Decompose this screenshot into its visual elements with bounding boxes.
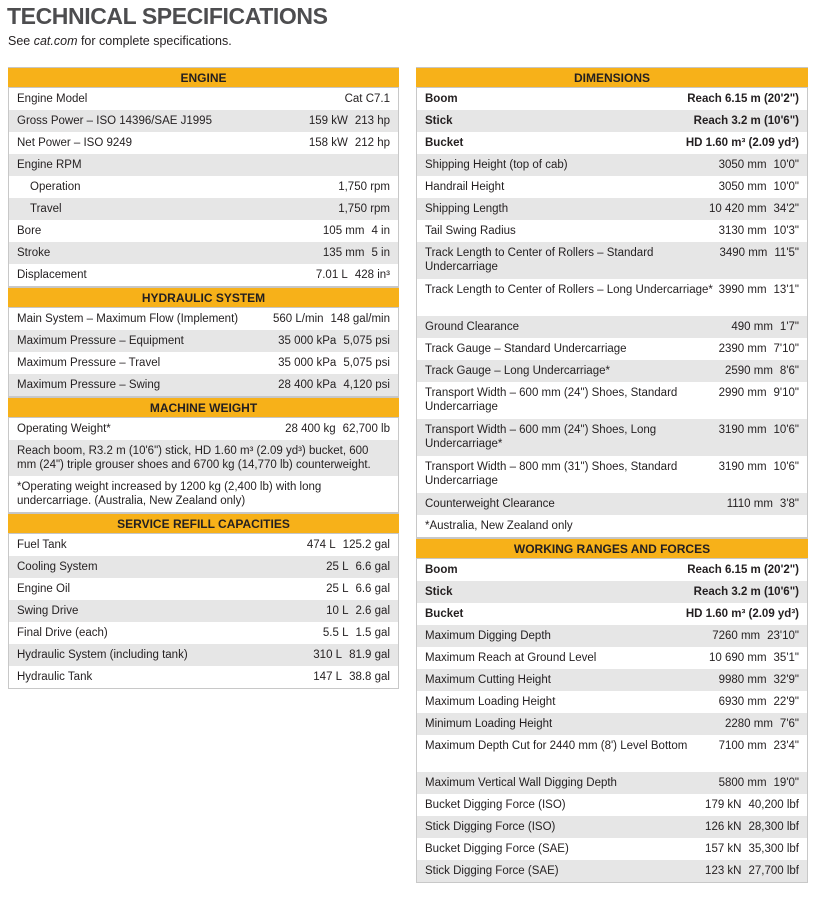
- row-label: Track Gauge – Long Undercarriage*: [425, 365, 610, 377]
- working-section: [416, 538, 808, 883]
- row-value-metric: 25 L: [326, 561, 349, 573]
- row-value-metric: 3050 mm: [718, 181, 767, 193]
- hydraulic-section: [8, 287, 399, 397]
- dimensions-table: [416, 88, 808, 538]
- row-value-imperial: 1.5 gal: [355, 627, 390, 639]
- row-value-metric: 2990 mm: [718, 387, 767, 399]
- row-value-metric: 3130 mm: [718, 225, 767, 237]
- refill-table: [8, 534, 399, 689]
- row-value-imperial: 1'7": [779, 321, 799, 333]
- row-value-imperial: 6.6 gal: [355, 583, 390, 595]
- weight-note-text: *Operating weight increased by 1200 kg (2,400 lb) with long undercarriage. (Australia, New Zealand only): [17, 481, 322, 507]
- page-subtitle: [8, 34, 232, 48]
- table-row: [417, 559, 807, 581]
- row-label: Cooling System: [17, 561, 98, 573]
- table-row: [417, 647, 807, 669]
- row-value-metric: 3190 mm: [718, 424, 767, 436]
- row-value-metric: 147 L: [313, 671, 343, 683]
- row-label: Maximum Pressure – Swing: [17, 379, 161, 391]
- row-value-metric: 25 L: [326, 583, 349, 595]
- row-label: Fuel Tank: [17, 539, 67, 551]
- row-label: Maximum Vertical Wall Digging Depth: [425, 777, 617, 789]
- weight-section: [8, 397, 399, 513]
- working-header: WORKING RANGES AND FORCES: [416, 538, 808, 559]
- row-value-imperial: 35,300 lbf: [748, 843, 799, 855]
- table-row: [417, 713, 807, 735]
- row-value: 1,750 rpm: [338, 203, 390, 215]
- table-row: [417, 316, 807, 338]
- right-column: [416, 67, 808, 883]
- row-label: Boom: [425, 564, 458, 576]
- table-row: [9, 198, 398, 220]
- table-row: [9, 644, 398, 666]
- table-row: [9, 176, 398, 198]
- row-label: Transport Width – 600 mm (24") Shoes, Standard Undercarriage: [425, 387, 678, 413]
- engine-header: ENGINE: [8, 67, 399, 88]
- row-label: Operation: [30, 181, 81, 193]
- table-row: [417, 581, 807, 603]
- row-value-metric: 126 kN: [705, 821, 742, 833]
- row-value-metric: 158 kW: [308, 137, 348, 149]
- table-row: [9, 308, 398, 330]
- row-value-metric: 490 mm: [731, 321, 773, 333]
- row-value-metric: 474 L: [306, 539, 336, 551]
- hydraulic-table: [8, 308, 399, 397]
- table-row: [417, 816, 807, 838]
- row-value-imperial: 34'2": [773, 203, 799, 215]
- row-label: Maximum Pressure – Travel: [17, 357, 161, 369]
- row-value-imperial: 40,200 lbf: [748, 799, 799, 811]
- row-value: Reach 6.15 m (20'2"): [687, 93, 799, 105]
- table-row: [417, 735, 807, 772]
- table-row: [9, 622, 398, 644]
- row-value: HD 1.60 m³ (2.09 yd³): [685, 608, 799, 620]
- row-value-imperial: 10'3": [773, 225, 799, 237]
- row-value-imperial: 3'8": [779, 498, 799, 510]
- row-value-metric: 7.01 L: [315, 269, 348, 281]
- row-value: 1,750 rpm: [338, 181, 390, 193]
- row-label: Maximum Cutting Height: [425, 674, 551, 686]
- row-value-imperial: 5 in: [371, 247, 390, 259]
- weight-desc-text: Reach boom, R3.2 m (10'6") stick, HD 1.60 m³ (2.09 yd³) bucket, 600 mm (24") triple grouser shoes and 6700 kg (14,770 lb) counterweight.: [17, 445, 371, 471]
- row-value-imperial: 4,120 psi: [343, 379, 390, 391]
- row-label: Minimum Loading Height: [425, 718, 553, 730]
- row-label: Stick Digging Force (ISO): [425, 821, 556, 833]
- table-row: [9, 374, 398, 396]
- row-value-imperial: 19'0": [773, 777, 799, 789]
- row-label: Net Power – ISO 9249: [17, 137, 133, 149]
- table-row: [417, 198, 807, 220]
- row-label: Transport Width – 600 mm (24") Shoes, Long Undercarriage*: [425, 424, 657, 450]
- row-label: Maximum Depth Cut for 2440 mm (8') Level Bottom: [425, 740, 688, 752]
- row-value-metric: 105 mm: [322, 225, 365, 237]
- row-label: Engine Model: [17, 93, 88, 105]
- row-value-imperial: 81.9 gal: [349, 649, 390, 661]
- row-label: Stroke: [17, 247, 51, 259]
- row-value-metric: 159 kW: [308, 115, 348, 127]
- table-row: [417, 838, 807, 860]
- row-label: Shipping Height (top of cab): [425, 159, 568, 171]
- row-value-metric: 179 kN: [705, 799, 742, 811]
- table-row: [417, 419, 807, 456]
- hydraulic-header: HYDRAULIC SYSTEM: [8, 287, 399, 308]
- table-row: [9, 264, 398, 286]
- row-value-imperial: 11'5": [774, 247, 799, 259]
- row-value-imperial: 8'6": [779, 365, 799, 377]
- row-value-metric: 3490 mm: [719, 247, 768, 259]
- row-value-metric: 1110 mm: [726, 498, 773, 510]
- refill-section: [8, 513, 399, 689]
- table-row: [417, 493, 807, 515]
- row-label: Operating Weight*: [17, 423, 111, 435]
- row-value: Reach 6.15 m (20'2"): [687, 564, 799, 576]
- row-value-imperial: 22'9": [773, 696, 799, 708]
- subtitle-text-end: for complete specifications.: [77, 34, 232, 48]
- row-label: Bucket Digging Force (SAE): [425, 843, 569, 855]
- table-row: [9, 242, 398, 264]
- row-value-imperial: 7'10": [773, 343, 799, 355]
- table-row: [9, 418, 398, 440]
- row-label: Tail Swing Radius: [425, 225, 516, 237]
- row-value-imperial: 5,075 psi: [343, 357, 390, 369]
- table-row: [417, 860, 807, 882]
- row-label: Boom: [425, 93, 458, 105]
- row-value-metric: 157 kN: [705, 843, 742, 855]
- table-row: [9, 556, 398, 578]
- row-label: Hydraulic System (including tank): [17, 649, 188, 661]
- subtitle-text: See: [8, 34, 34, 48]
- dimensions-section: [416, 67, 808, 538]
- engine-section: [8, 67, 399, 287]
- table-row: [9, 600, 398, 622]
- row-value-metric: 3050 mm: [718, 159, 767, 171]
- row-label: Shipping Length: [425, 203, 509, 215]
- table-row: [9, 578, 398, 600]
- weight-footnote: [9, 476, 398, 512]
- site-link[interactable]: cat.com: [33, 34, 78, 48]
- row-value-metric: 10 420 mm: [709, 203, 767, 215]
- row-label: Main System – Maximum Flow (Implement): [17, 313, 239, 325]
- row-label: Stick: [425, 115, 453, 127]
- row-value-imperial: 27,700 lbf: [748, 865, 799, 877]
- row-value-metric: 10 L: [326, 605, 349, 617]
- row-label: Travel: [30, 203, 62, 215]
- row-value-metric: 123 kN: [705, 865, 742, 877]
- row-value-metric: 28 400 kPa: [278, 379, 337, 391]
- working-table: [416, 559, 808, 883]
- row-label: Bore: [17, 225, 42, 237]
- table-row: [9, 132, 398, 154]
- table-row: [9, 666, 398, 688]
- row-label: Bucket: [425, 608, 464, 620]
- table-row: [417, 220, 807, 242]
- row-value-metric: 5.5 L: [322, 627, 349, 639]
- dimensions-footnote: [417, 515, 807, 537]
- table-row: [9, 534, 398, 556]
- table-row: [417, 603, 807, 625]
- table-row: [417, 110, 807, 132]
- table-row: [417, 772, 807, 794]
- table-row: [417, 456, 807, 493]
- row-value-metric: 7260 mm: [712, 630, 761, 642]
- row-value-imperial: 10'0": [773, 159, 799, 171]
- row-value-metric: 6930 mm: [718, 696, 767, 708]
- row-label: Track Length to Center of Rollers – Standard Undercarriage: [425, 247, 654, 273]
- dimensions-header: DIMENSIONS: [416, 67, 808, 88]
- row-value-imperial: 10'0": [773, 181, 799, 193]
- row-label: Maximum Digging Depth: [425, 630, 551, 642]
- row-value-imperial: 35'1": [773, 652, 799, 664]
- table-row: [417, 154, 807, 176]
- row-value-imperial: 38.8 gal: [349, 671, 390, 683]
- row-value-metric: 310 L: [313, 649, 343, 661]
- left-column: [8, 67, 399, 689]
- row-value-imperial: 10'6": [773, 424, 799, 436]
- weight-description: [9, 440, 398, 476]
- row-value-imperial: 212 hp: [354, 137, 390, 149]
- row-value: HD 1.60 m³ (2.09 yd³): [685, 137, 799, 149]
- row-value-metric: 35 000 kPa: [278, 335, 337, 347]
- row-value-metric: 10 690 mm: [709, 652, 767, 664]
- row-value-metric: 2590 mm: [724, 365, 773, 377]
- row-label: Swing Drive: [17, 605, 79, 617]
- row-value-metric: 35 000 kPa: [278, 357, 337, 369]
- row-value-metric: 135 mm: [322, 247, 365, 259]
- table-row: [417, 338, 807, 360]
- row-label: Final Drive (each): [17, 627, 108, 639]
- row-value-imperial: 13'1": [773, 284, 799, 296]
- row-value-metric: 560 L/min: [273, 313, 324, 325]
- table-row: [417, 360, 807, 382]
- row-value-imperial: 5,075 psi: [343, 335, 390, 347]
- row-value: Reach 3.2 m (10'6"): [693, 115, 799, 127]
- row-value: Reach 3.2 m (10'6"): [693, 586, 799, 598]
- table-row: [417, 242, 807, 279]
- row-value-imperial: 28,300 lbf: [748, 821, 799, 833]
- table-row: [9, 352, 398, 374]
- row-label: Stick: [425, 586, 453, 598]
- table-row: [9, 220, 398, 242]
- table-row: [417, 176, 807, 198]
- row-label: Displacement: [17, 269, 87, 281]
- row-label: Track Gauge – Standard Undercarriage: [425, 343, 627, 355]
- row-value-imperial: 23'10": [767, 630, 799, 642]
- table-row: [9, 88, 398, 110]
- table-row: [417, 279, 807, 316]
- row-label: Maximum Loading Height: [425, 696, 556, 708]
- row-label: Engine Oil: [17, 583, 71, 595]
- row-value-metric: 2280 mm: [724, 718, 773, 730]
- row-label: Handrail Height: [425, 181, 505, 193]
- row-value-imperial: 6.6 gal: [355, 561, 390, 573]
- row-value-imperial: 9'10": [773, 387, 799, 399]
- row-label: Transport Width – 800 mm (31") Shoes, Standard Undercarriage: [425, 461, 678, 487]
- refill-header: SERVICE REFILL CAPACITIES: [8, 513, 399, 534]
- page-title: TECHNICAL SPECIFICATIONS: [7, 3, 328, 29]
- row-value-imperial: 62,700 lb: [342, 423, 390, 435]
- table-row: [417, 625, 807, 647]
- row-label: Maximum Reach at Ground Level: [425, 652, 597, 664]
- row-value: Cat C7.1: [344, 93, 390, 105]
- row-label: Ground Clearance: [425, 321, 519, 333]
- row-label: Track Length to Center of Rollers – Long Undercarriage*: [425, 284, 713, 296]
- row-value-metric: 3190 mm: [718, 461, 767, 473]
- table-row: [417, 669, 807, 691]
- row-label: Maximum Pressure – Equipment: [17, 335, 184, 347]
- row-label: Hydraulic Tank: [17, 671, 93, 683]
- row-value-imperial: 428 in³: [354, 269, 390, 281]
- table-row: [417, 691, 807, 713]
- row-value-imperial: 2.6 gal: [355, 605, 390, 617]
- row-value-metric: 3990 mm: [718, 284, 767, 296]
- row-label: Gross Power – ISO 14396/SAE J1995: [17, 115, 212, 127]
- table-row: [417, 382, 807, 419]
- row-value-imperial: 7'6": [779, 718, 799, 730]
- dimensions-note-text: *Australia, New Zealand only: [425, 520, 573, 532]
- row-value-imperial: 213 hp: [354, 115, 390, 127]
- table-row: [417, 132, 807, 154]
- table-row: [9, 330, 398, 352]
- engine-table: [8, 88, 399, 287]
- table-row: [9, 154, 398, 176]
- row-label: Engine RPM: [17, 159, 82, 171]
- row-value-imperial: 10'6": [773, 461, 799, 473]
- row-value-imperial: 32'9": [773, 674, 799, 686]
- row-value-metric: 5800 mm: [718, 777, 767, 789]
- row-label: Stick Digging Force (SAE): [425, 865, 559, 877]
- row-value-metric: 9980 mm: [718, 674, 767, 686]
- row-label: Bucket Digging Force (ISO): [425, 799, 566, 811]
- row-value-imperial: 148 gal/min: [330, 313, 390, 325]
- row-value-metric: 28 400 kg: [285, 423, 336, 435]
- row-value-imperial: 125.2 gal: [342, 539, 390, 551]
- row-label: Counterweight Clearance: [425, 498, 555, 510]
- row-value-metric: 7100 mm: [718, 740, 767, 752]
- row-value-imperial: 23'4": [773, 740, 799, 752]
- weight-table: [8, 418, 399, 513]
- table-row: [417, 794, 807, 816]
- table-row: [417, 88, 807, 110]
- table-row: [9, 110, 398, 132]
- row-value-imperial: 4 in: [371, 225, 390, 237]
- row-value-metric: 2390 mm: [718, 343, 767, 355]
- weight-header: MACHINE WEIGHT: [8, 397, 399, 418]
- row-label: Bucket: [425, 137, 464, 149]
